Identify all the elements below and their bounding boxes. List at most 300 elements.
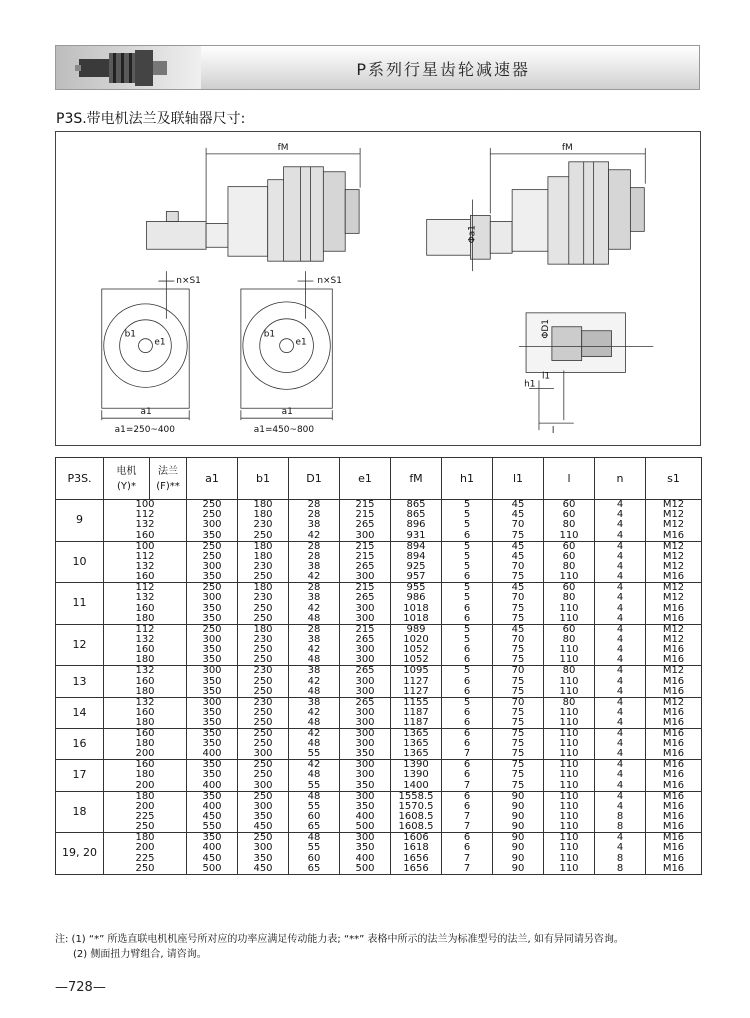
table-cell: 225 <box>104 812 187 822</box>
table-cell: 112 <box>104 552 187 562</box>
table-cell: 4 <box>595 676 646 686</box>
table-cell: 110 <box>544 843 595 853</box>
table-cell: 250 <box>187 624 238 635</box>
table-cell: 160 <box>104 708 187 718</box>
table-cell: 4 <box>595 655 646 666</box>
table-cell: 400 <box>187 781 238 792</box>
table-cell: 7 <box>442 864 493 875</box>
table-cell: 5 <box>442 593 493 603</box>
table-cell: 5 <box>442 510 493 520</box>
label-fm-left: fM <box>277 142 289 153</box>
table-cell: M12 <box>646 635 702 645</box>
table-cell: 180 <box>104 718 187 729</box>
table-cell: 180 <box>238 624 289 635</box>
table-cell: 75 <box>493 728 544 739</box>
table-cell: 300 <box>340 614 391 625</box>
table-cell: 75 <box>493 781 544 792</box>
table-cell: 300 <box>340 760 391 771</box>
table-cell: 300 <box>340 687 391 698</box>
table-cell: 112 <box>104 583 187 594</box>
table-cell: 989 <box>391 624 442 635</box>
table-cell: 300 <box>238 781 289 792</box>
table-cell: M16 <box>646 655 702 666</box>
table-cell: 75 <box>493 760 544 771</box>
table-cell: 4 <box>595 718 646 729</box>
table-cell: 4 <box>595 624 646 635</box>
table-cell: 132 <box>104 562 187 572</box>
col-header-n: n <box>595 458 646 500</box>
table-cell: 75 <box>493 708 544 718</box>
table-cell: 350 <box>187 655 238 666</box>
table-cell: 70 <box>493 562 544 572</box>
table-cell: 90 <box>493 822 544 833</box>
table-row <box>56 687 702 698</box>
table-cell: 400 <box>340 812 391 822</box>
table-cell: M16 <box>646 718 702 729</box>
table-cell: 300 <box>187 697 238 708</box>
table-cell: 5 <box>442 541 493 552</box>
table-cell: 75 <box>493 531 544 542</box>
table-cell: 75 <box>493 749 544 760</box>
table-cell: 300 <box>340 791 391 802</box>
label-l1: l1 <box>541 371 551 382</box>
table-cell: 300 <box>340 728 391 739</box>
table-cell: 250 <box>238 603 289 613</box>
table-cell: 48 <box>289 614 340 625</box>
table-cell: 250 <box>238 687 289 698</box>
table-cell: 48 <box>289 655 340 666</box>
table-cell: 5 <box>442 552 493 562</box>
table-cell: M16 <box>646 760 702 771</box>
col-header-l1: l1 <box>493 458 544 500</box>
table-cell: 90 <box>493 864 544 875</box>
table-row <box>56 655 702 666</box>
table-cell: 4 <box>595 541 646 552</box>
table-cell: 400 <box>187 749 238 760</box>
table-cell: 6 <box>442 572 493 583</box>
table-cell: 60 <box>544 510 595 520</box>
table-cell: 250 <box>238 833 289 844</box>
table-cell: 42 <box>289 728 340 739</box>
dimension-drawing <box>55 131 701 446</box>
table-cell: 4 <box>595 500 646 511</box>
table-cell: 80 <box>544 593 595 603</box>
table-cell: 894 <box>391 541 442 552</box>
table-cell: 75 <box>493 645 544 655</box>
table-cell: M12 <box>646 500 702 511</box>
table-cell: 4 <box>595 572 646 583</box>
table-cell: 400 <box>187 802 238 812</box>
table-cell: 180 <box>238 510 289 520</box>
table-cell: M16 <box>646 728 702 739</box>
table-cell: 80 <box>544 562 595 572</box>
table-cell: M16 <box>646 791 702 802</box>
table-cell: M16 <box>646 739 702 749</box>
label-range-b: a1=450~800 <box>253 425 315 436</box>
label-b1-a: b1 <box>124 329 136 340</box>
table-cell: 1656 <box>391 853 442 863</box>
table-cell: 300 <box>340 833 391 844</box>
table-cell: 110 <box>544 603 595 613</box>
table-cell: 55 <box>289 781 340 792</box>
table-cell: 45 <box>493 500 544 511</box>
table-cell: 180 <box>104 687 187 698</box>
table-cell: 4 <box>595 843 646 853</box>
table-cell: 1095 <box>391 666 442 677</box>
table-cell: 80 <box>544 697 595 708</box>
table-cell: 4 <box>595 802 646 812</box>
col-header-p3s: P3S. <box>56 458 104 500</box>
table-cell: 350 <box>187 791 238 802</box>
table-cell: 350 <box>187 645 238 655</box>
col-header-l: l <box>544 458 595 500</box>
table-cell: 60 <box>544 500 595 511</box>
table-cell: M16 <box>646 603 702 613</box>
table-cell: 110 <box>544 708 595 718</box>
table-cell: 215 <box>340 500 391 511</box>
table-cell: 4 <box>595 562 646 572</box>
table-cell: 180 <box>238 500 289 511</box>
table-cell: 265 <box>340 562 391 572</box>
table-cell: M16 <box>646 833 702 844</box>
table-cell: 250 <box>238 718 289 729</box>
table-cell: 4 <box>595 645 646 655</box>
table-cell: 42 <box>289 645 340 655</box>
table-cell: 110 <box>544 812 595 822</box>
table-cell: 6 <box>442 676 493 686</box>
page-title: P系列行星齿轮减速器 <box>356 60 530 79</box>
table-cell: M12 <box>646 562 702 572</box>
table-cell: 80 <box>544 666 595 677</box>
table-cell: 28 <box>289 552 340 562</box>
table-cell: 90 <box>493 843 544 853</box>
table-cell: 350 <box>187 676 238 686</box>
label-e1-a: e1 <box>154 337 166 348</box>
table-cell: 215 <box>340 552 391 562</box>
table-cell: 350 <box>187 728 238 739</box>
table-cell: 160 <box>104 728 187 739</box>
table-cell: 265 <box>340 635 391 645</box>
table-cell: 75 <box>493 770 544 780</box>
table-row <box>56 593 702 603</box>
table-cell: M12 <box>646 697 702 708</box>
table-cell: 7 <box>442 812 493 822</box>
table-cell: 48 <box>289 687 340 698</box>
table-cell: 4 <box>595 749 646 760</box>
table-cell: 180 <box>104 770 187 780</box>
table-cell: M12 <box>646 593 702 603</box>
col-header-e1: e1 <box>340 458 391 500</box>
table-cell: 230 <box>238 697 289 708</box>
table-cell: 350 <box>187 739 238 749</box>
table-cell: M16 <box>646 676 702 686</box>
table-cell: 5 <box>442 666 493 677</box>
table-cell: 75 <box>493 676 544 686</box>
section-title: P3S.带电机法兰及联轴器尺寸: <box>56 111 246 127</box>
table-cell: 250 <box>238 770 289 780</box>
table-cell: 60 <box>289 853 340 863</box>
size-cell: 11 <box>56 583 104 625</box>
table-cell: M16 <box>646 645 702 655</box>
col-header-h1: h1 <box>442 458 493 500</box>
table-cell: 350 <box>187 572 238 583</box>
table-cell: 350 <box>187 708 238 718</box>
size-cell: 19, 20 <box>56 833 104 875</box>
label-a1-a: a1 <box>140 407 152 418</box>
col-header-flange-bottom: (F)** <box>156 480 180 492</box>
table-cell: 500 <box>187 864 238 875</box>
table-cell: 6 <box>442 739 493 749</box>
table-cell: 865 <box>391 500 442 511</box>
table-cell: 300 <box>340 676 391 686</box>
table-cell: 160 <box>104 760 187 771</box>
table-cell: 55 <box>289 749 340 760</box>
table-cell: 4 <box>595 770 646 780</box>
table-cell: 90 <box>493 853 544 863</box>
table-cell: 300 <box>187 666 238 677</box>
table-cell: 225 <box>104 853 187 863</box>
table-cell: 1365 <box>391 749 442 760</box>
table-cell: 400 <box>187 843 238 853</box>
table-cell: 925 <box>391 562 442 572</box>
table-cell: 6 <box>442 843 493 853</box>
table-cell: 1608.5 <box>391 812 442 822</box>
table-cell: M12 <box>646 666 702 677</box>
table-cell: 60 <box>544 624 595 635</box>
table-cell: 38 <box>289 666 340 677</box>
col-header-motor-bottom: (Y)* <box>117 480 136 492</box>
table-cell: 250 <box>187 510 238 520</box>
table-cell: 215 <box>340 583 391 594</box>
table-cell: 6 <box>442 655 493 666</box>
table-cell: M16 <box>646 770 702 780</box>
table-cell: 865 <box>391 510 442 520</box>
size-cell: 17 <box>56 760 104 791</box>
table-cell: 200 <box>104 843 187 853</box>
table-cell: 60 <box>544 552 595 562</box>
note-2: (2) 侧面扭力臂组合, 请咨询。 <box>73 949 207 960</box>
label-b1-b: b1 <box>263 329 276 340</box>
label-nxs1-b: n×S1 <box>317 276 342 287</box>
table-cell: M12 <box>646 583 702 594</box>
table-cell: 1127 <box>391 676 442 686</box>
table-cell: 6 <box>442 728 493 739</box>
table-cell: 70 <box>493 635 544 645</box>
table-row <box>56 822 702 833</box>
size-cell: 18 <box>56 791 104 833</box>
table-cell: 350 <box>340 781 391 792</box>
table-cell: 300 <box>187 520 238 530</box>
table-cell: 300 <box>340 708 391 718</box>
table-cell: 38 <box>289 593 340 603</box>
size-cell: 9 <box>56 500 104 542</box>
table-row <box>56 864 702 875</box>
table-cell: 42 <box>289 572 340 583</box>
table-cell: 500 <box>340 864 391 875</box>
table-cell: 350 <box>187 718 238 729</box>
table-cell: 110 <box>544 760 595 771</box>
col-header-b1: b1 <box>238 458 289 500</box>
table-cell: 350 <box>187 760 238 771</box>
table-cell: 180 <box>238 583 289 594</box>
table-cell: 250 <box>104 822 187 833</box>
table-cell: 250 <box>238 614 289 625</box>
table-cell: 180 <box>104 739 187 749</box>
table-cell: 75 <box>493 572 544 583</box>
table-cell: 230 <box>238 562 289 572</box>
table-cell: 7 <box>442 781 493 792</box>
table-cell: 80 <box>544 635 595 645</box>
table-cell: 1187 <box>391 718 442 729</box>
table-cell: 955 <box>391 583 442 594</box>
table-cell: 90 <box>493 833 544 844</box>
table-cell: 4 <box>595 531 646 542</box>
table-cell: 4 <box>595 781 646 792</box>
table-cell: M16 <box>646 531 702 542</box>
table-cell: 5 <box>442 624 493 635</box>
size-cell: 13 <box>56 666 104 697</box>
table-cell: 250 <box>238 531 289 542</box>
table-cell: 80 <box>544 520 595 530</box>
table-cell: 70 <box>493 697 544 708</box>
table-cell: 300 <box>340 655 391 666</box>
table-cell: 4 <box>595 552 646 562</box>
table-cell: M16 <box>646 781 702 792</box>
table-cell: 4 <box>595 697 646 708</box>
table-cell: 250 <box>238 572 289 583</box>
page-header <box>55 45 700 90</box>
table-cell: 4 <box>595 728 646 739</box>
table-cell: 45 <box>493 510 544 520</box>
table-cell: 6 <box>442 718 493 729</box>
table-cell: M16 <box>646 708 702 718</box>
table-cell: 38 <box>289 635 340 645</box>
table-cell: 4 <box>595 614 646 625</box>
table-cell: 110 <box>544 687 595 698</box>
table-cell: 60 <box>544 583 595 594</box>
table-cell: 160 <box>104 603 187 613</box>
table-cell: 90 <box>493 791 544 802</box>
table-cell: 8 <box>595 822 646 833</box>
label-nxs1-a: n×S1 <box>176 276 201 287</box>
table-cell: 42 <box>289 531 340 542</box>
table-cell: 75 <box>493 739 544 749</box>
table-cell: 7 <box>442 822 493 833</box>
flange-front-view-a <box>102 271 189 420</box>
table-cell: 500 <box>340 822 391 833</box>
table-cell: 75 <box>493 687 544 698</box>
table-cell: 5 <box>442 520 493 530</box>
table-cell: 28 <box>289 510 340 520</box>
label-fm-right: fM <box>561 142 573 153</box>
table-cell: 350 <box>187 833 238 844</box>
table-cell: 4 <box>595 833 646 844</box>
table-cell: 100 <box>104 500 187 511</box>
table-cell: 132 <box>104 593 187 603</box>
table-cell: 1052 <box>391 655 442 666</box>
table-cell: 100 <box>104 541 187 552</box>
table-cell: 350 <box>187 603 238 613</box>
table-cell: 7 <box>442 749 493 760</box>
table-cell: 110 <box>544 718 595 729</box>
table-cell: 1018 <box>391 614 442 625</box>
table-header-row <box>56 458 702 500</box>
table-cell: 550 <box>187 822 238 833</box>
table-cell: 350 <box>340 749 391 760</box>
table-cell: 1052 <box>391 645 442 655</box>
flange-front-view-b <box>241 271 332 420</box>
table-cell: 1390 <box>391 770 442 780</box>
table-cell: 4 <box>595 510 646 520</box>
size-cell: 12 <box>56 624 104 666</box>
table-cell: 4 <box>595 687 646 698</box>
table-cell: 6 <box>442 603 493 613</box>
table-cell: 4 <box>595 603 646 613</box>
table-row <box>56 614 702 625</box>
table-cell: 5 <box>442 562 493 572</box>
col-header-s1: s1 <box>646 458 702 500</box>
table-row <box>56 791 702 802</box>
table-cell: 350 <box>340 843 391 853</box>
table-cell: 180 <box>104 655 187 666</box>
table-cell: 42 <box>289 708 340 718</box>
table-cell: 215 <box>340 541 391 552</box>
table-row <box>56 749 702 760</box>
table-cell: 8 <box>595 864 646 875</box>
table-cell: 132 <box>104 520 187 530</box>
table-cell: 28 <box>289 500 340 511</box>
table-cell: 1608.5 <box>391 822 442 833</box>
table-cell: 42 <box>289 760 340 771</box>
table-row <box>56 666 702 677</box>
table-cell: 5 <box>442 500 493 511</box>
table-cell: 110 <box>544 791 595 802</box>
size-cell: 16 <box>56 728 104 759</box>
table-cell: 1187 <box>391 708 442 718</box>
table-cell: 45 <box>493 583 544 594</box>
table-cell: 250 <box>238 645 289 655</box>
table-cell: 1390 <box>391 760 442 771</box>
table-cell: 8 <box>595 853 646 863</box>
table-cell: 350 <box>187 614 238 625</box>
table-cell: 230 <box>238 666 289 677</box>
table-cell: 75 <box>493 603 544 613</box>
table-cell: M16 <box>646 572 702 583</box>
table-cell: 42 <box>289 603 340 613</box>
table-cell: 4 <box>595 739 646 749</box>
table-cell: 70 <box>493 520 544 530</box>
table-cell: 230 <box>238 635 289 645</box>
table-cell: 110 <box>544 645 595 655</box>
table-cell: 6 <box>442 791 493 802</box>
table-cell: 230 <box>238 520 289 530</box>
table-cell: 300 <box>238 749 289 760</box>
table-cell: 90 <box>493 812 544 822</box>
table-cell: 110 <box>544 802 595 812</box>
table-cell: M12 <box>646 541 702 552</box>
table-cell: 300 <box>340 645 391 655</box>
table-cell: 48 <box>289 770 340 780</box>
table-cell: 300 <box>187 635 238 645</box>
table-cell: M12 <box>646 510 702 520</box>
table-cell: 60 <box>544 541 595 552</box>
table-cell: 132 <box>104 697 187 708</box>
table-cell: 6 <box>442 770 493 780</box>
table-cell: 300 <box>238 843 289 853</box>
table-cell: 4 <box>595 583 646 594</box>
col-header-flange-top: 法兰 <box>158 465 178 477</box>
table-cell: 957 <box>391 572 442 583</box>
